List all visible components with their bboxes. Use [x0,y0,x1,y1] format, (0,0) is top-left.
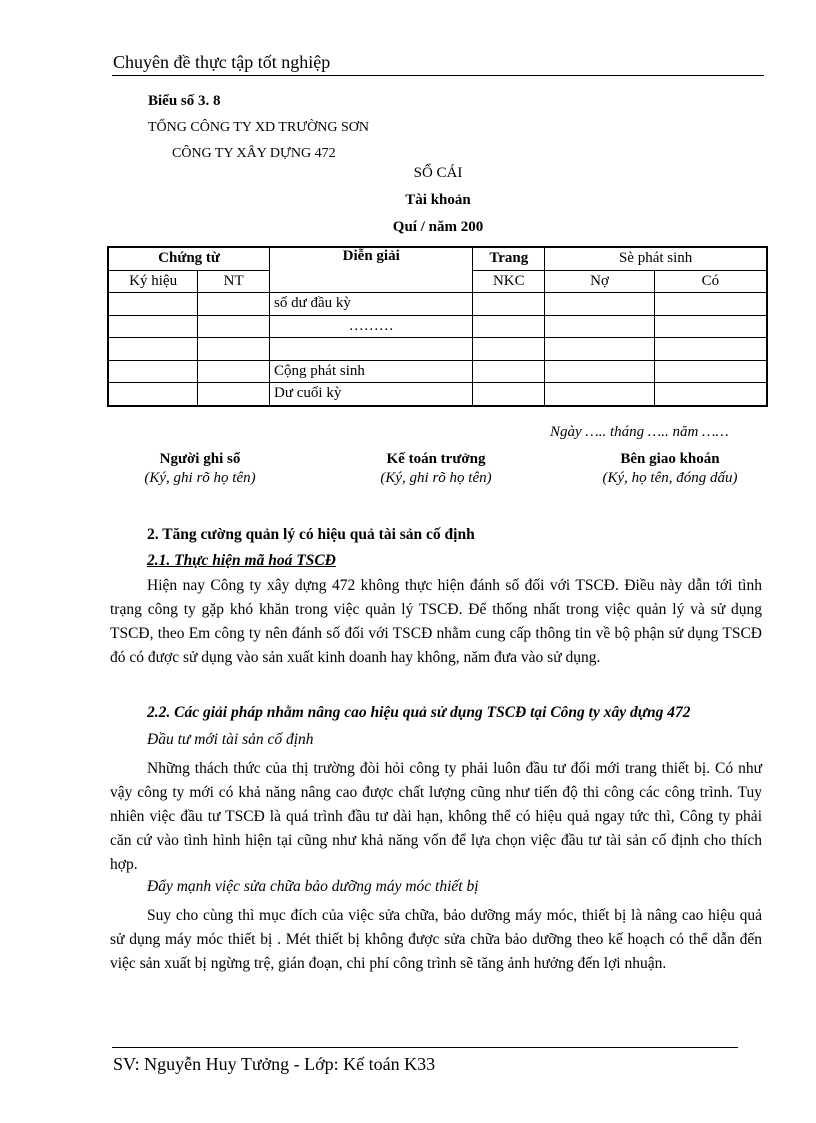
header-trang: Trang [473,247,545,270]
org-company-name: CÔNG TY XÂY DỰNG 472 [172,146,336,161]
subheading-maintenance: Đẩy mạnh việc sửa chữa bảo dưỡng máy móc thiết bị [147,878,479,895]
subheading-new-investment: Đầu tư mới tài sản cố định [147,731,314,748]
table-cell-description: số dư đầu kỳ [270,293,473,316]
signature-block-contractor [570,451,770,487]
page-header-title: Chuyên đề thực tập tốt nghiệp [113,52,331,72]
header-dien-giai: Diễn giải [270,247,473,293]
date-line: Ngày ….. tháng ….. năm …… [550,424,729,440]
header-so-phat-sinh: Sè phát sinh [545,247,767,270]
signature-block-recorder [100,451,300,487]
table-cell-description [270,338,473,361]
section-2-2-heading: 2.2. Các giải pháp nhằm nâng cao hiệu quả sử dụng TSCĐ tại Công ty xây dựng 472 [147,704,691,721]
table-header-row [108,247,767,270]
signature-note: (Ký, ghi rõ họ tên) [144,470,256,486]
org-parent-name: TỔNG CÔNG TY XD TRƯỜNG SƠN [148,120,369,135]
signature-block-chief-accountant [336,451,536,487]
signature-note: (Ký, họ tên, đóng dấu) [602,470,738,486]
signature-note: (Ký, ghi rõ họ tên) [380,470,492,486]
signature-title: Kế toán trưởng [386,451,486,467]
ledger-table [107,246,768,407]
header-divider [112,75,764,76]
section-2-1-heading: 2.1. Thực hiện mã hoá TSCĐ [147,552,336,569]
table-row [108,293,767,316]
period-label: Quí / năm 200 [392,219,484,235]
table-row [108,360,767,383]
header-ky-hieu: Ký hiệu [108,270,198,293]
paragraph-new-investment: Những thách thức của thị trường đòi hỏi công ty phải luôn đầu tư đổi mới trang thiết bị. Có như vậy công ty mới có khả năng nâng cao được chất lượng cũng như tiến độ thi công các công trình. Tuy nhiên việc đầu tư TSCĐ là quá trình đầu tư dài hạn, không thể có hiệu quả ngay tức thì, Công ty phải căn cứ vào tình hình hiện tại cũng như khả năng vốn để lựa chọn việc đầu tư tài sản cố định cho thích hợp. [110,760,762,873]
footer-divider [112,1047,738,1048]
header-no: Nợ [545,270,655,293]
header-chung-tu: Chứng từ [108,247,270,270]
table-row [108,338,767,361]
ledger-title: SỔ CÁI [413,165,463,181]
form-label: Biểu số 3. 8 [148,93,221,109]
paragraph-asset-coding: Hiện nay Công ty xây dựng 472 không thực hiện đánh số đối với TSCĐ. Điều này dẫn tới tình trạng công ty gặp khó khăn trong việc quản lý TSCĐ. Để thống nhất trong việc quản lý và sử dụng TSCĐ, theo Em công ty nên đánh số đối với TSCĐ nhằm cung cấp thông tin về bộ phận sử dụng TSCĐ đó có được sử dụng vào sản xuất kinh doanh hay không, năm đưa vào sử dụng. [110,577,762,666]
account-label: Tài khoản [405,192,471,208]
section-2-heading: 2. Tăng cường quản lý có hiệu quả tài sản cố định [147,526,475,543]
header-nkc: NKC [473,270,545,293]
table-cell-description: ……… [270,315,473,338]
header-nt: NT [198,270,270,293]
signature-title: Bên giao khoán [620,451,720,467]
table-row [108,383,767,406]
signature-title: Người ghi sổ [159,451,241,467]
table-row [108,315,767,338]
page-footer: SV: Nguyễn Huy Tưởng - Lớp: Kế toán K33 [113,1054,436,1074]
header-co: Có [654,270,767,293]
table-cell-description: Dư cuối kỳ [270,383,473,406]
table-cell-description: Cộng phát sinh [270,360,473,383]
paragraph-maintenance: Suy cho cùng thì mục đích của việc sửa chữa, bảo dưỡng máy móc, thiết bị là nâng cao hiệu quả sử dụng máy móc thiết bị . Mét thiết bị không được sửa chữa bảo dưỡng theo kế hoạch có thể dẫn đến việc sản xuất bị ngừng trệ, gián đoạn, chi phí công trình sẽ tăng ảnh hưởng đến lợi nhuận. [110,907,762,972]
